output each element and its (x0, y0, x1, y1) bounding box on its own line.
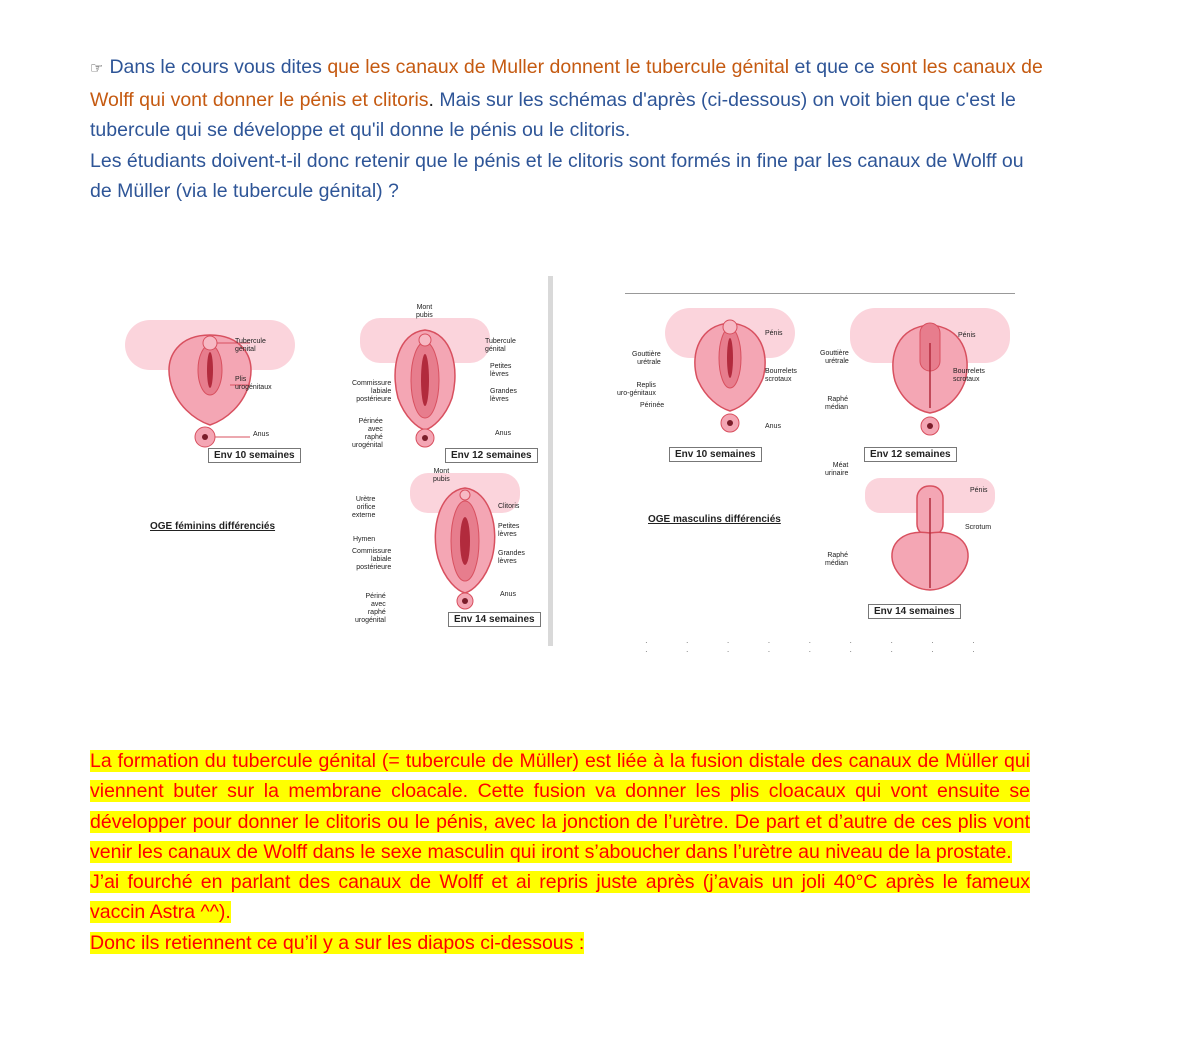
label-perinee-m: Périnée (640, 402, 665, 409)
question-highlight-wolff: sont les canaux de Wolff qui vont donner le pénis et clitoris (90, 56, 1043, 111)
label-raphe-12: Raphé médian (825, 396, 848, 411)
label-gouttiere: Gouttière urétrale (632, 351, 661, 366)
label-commissure-14: Commissure labiale postérieure (352, 548, 392, 571)
female-10w-diagram (120, 310, 300, 450)
label-penis-12: Pénis (958, 332, 976, 339)
embryology-figure (120, 268, 1020, 656)
question-block (90, 52, 1050, 207)
label-mont-pubis-14: Mont pubis (433, 468, 450, 483)
label-perinee: Périnée avec raphé urogénital (352, 418, 383, 449)
label-tubercule-12: Tubercule génital (485, 338, 516, 353)
label-anus: Anus (253, 431, 269, 438)
label-penis: Pénis (765, 330, 783, 337)
label-grandes-14: Grandes lèvres (498, 550, 525, 565)
female-10w-box: Env 10 semaines (208, 448, 301, 463)
question-text-1: Dans le cours vous dites (109, 56, 328, 78)
female-12w-box: Env 12 semaines (445, 448, 538, 463)
question-text-2: et que ce (789, 56, 881, 78)
label-petites-14: Petites lèvres (498, 523, 520, 538)
label-scrotum: Scrotum (965, 524, 992, 531)
label-plis: Plis urogénitaux (235, 376, 272, 391)
answer-paragraph-1: La formation du tubercule génital (= tubercule de Müller) est liée à la fusion distale des canaux de Müller qui viennent buter sur la membrane cloacale. Cette fusion va donner les plis cloacaux qui vont ensuite se développer pour donner le clitoris ou le pénis, avec la jonction de l’urètre. De part et d’autre de ces plis vont venir les canaux de Wolff dans le sexe masculin qui iront s’aboucher dans l’urètre au niveau de la prostate. (90, 750, 1030, 863)
label-mont-pubis: Mont pubis (416, 304, 433, 319)
label-petites-levres: Petites lèvres (490, 363, 512, 378)
label-anus-m: Anus (765, 423, 781, 430)
male-14w-diagram (865, 478, 995, 603)
label-meat: Méat urinaire (825, 462, 849, 477)
question-highlight-muller: que les canaux de Muller donnent le tubercule génital (327, 56, 790, 78)
male-12w-diagram (850, 303, 1010, 443)
label-hymen: Hymen (353, 536, 376, 543)
label-bourrelets: Bourrelets scrotaux (765, 368, 797, 383)
female-14w-box: Env 14 semaines (448, 612, 541, 627)
male-caption: OGE masculins différenciés (648, 514, 781, 525)
figure-top-rule (625, 293, 1015, 294)
label-grandes-levres: Grandes lèvres (490, 388, 517, 403)
male-10w-box: Env 10 semaines (669, 447, 762, 462)
label-perine-14: Périné avec raphé urogénital (355, 593, 386, 624)
figure-dotted-line: · · · · · · · · · · · · · · · · · · (645, 638, 993, 656)
answer-paragraph-3: Donc ils retiennent ce qu’il y a sur les diapos ci-dessous : (90, 931, 585, 954)
figure-separator (548, 276, 553, 646)
label-replis: Replis uro-génitaux (617, 382, 656, 397)
answer-block (90, 746, 1030, 958)
question-text-4: Les étudiants doivent-t-il donc retenir que le pénis et le clitoris sont formés in fine par les canaux de Wolff ou de Müller (via le tubercule génital) ? (90, 149, 1024, 202)
label-tubercule: Tubercule génital (235, 338, 266, 353)
label-raphe-14: Raphé médian (825, 552, 848, 567)
question-period: . (428, 88, 434, 111)
male-14w-box: Env 14 semaines (868, 604, 961, 619)
label-penis-14: Pénis (970, 487, 988, 494)
label-anus-12: Anus (495, 430, 511, 437)
label-gouttiere-12: Gouttière urétrale (820, 350, 849, 365)
label-clitoris: Clitoris (498, 503, 520, 510)
pointing-hand-icon: ☞ (90, 60, 104, 77)
label-uretre: Urètre orifice externe (352, 496, 376, 519)
female-caption: OGE féminins différenciés (150, 521, 276, 532)
label-anus-14: Anus (500, 591, 516, 598)
answer-paragraph-2: J’ai fourché en parlant des canaux de Wolff et ai repris juste après (j’avais un joli 40°C après le fameux vaccin Astra ^^). (90, 871, 1030, 924)
label-commissure: Commissure labiale postérieure (352, 380, 392, 403)
male-12w-box: Env 12 semaines (864, 447, 957, 462)
question-text-3: Mais sur les schémas d'après (ci-dessous) on voit bien que c'est le tubercule qui se développe et qu'il donne le pénis ou le clitoris. (90, 88, 1016, 141)
label-bourrelets-12: Bourrelets scrotaux (953, 368, 985, 383)
